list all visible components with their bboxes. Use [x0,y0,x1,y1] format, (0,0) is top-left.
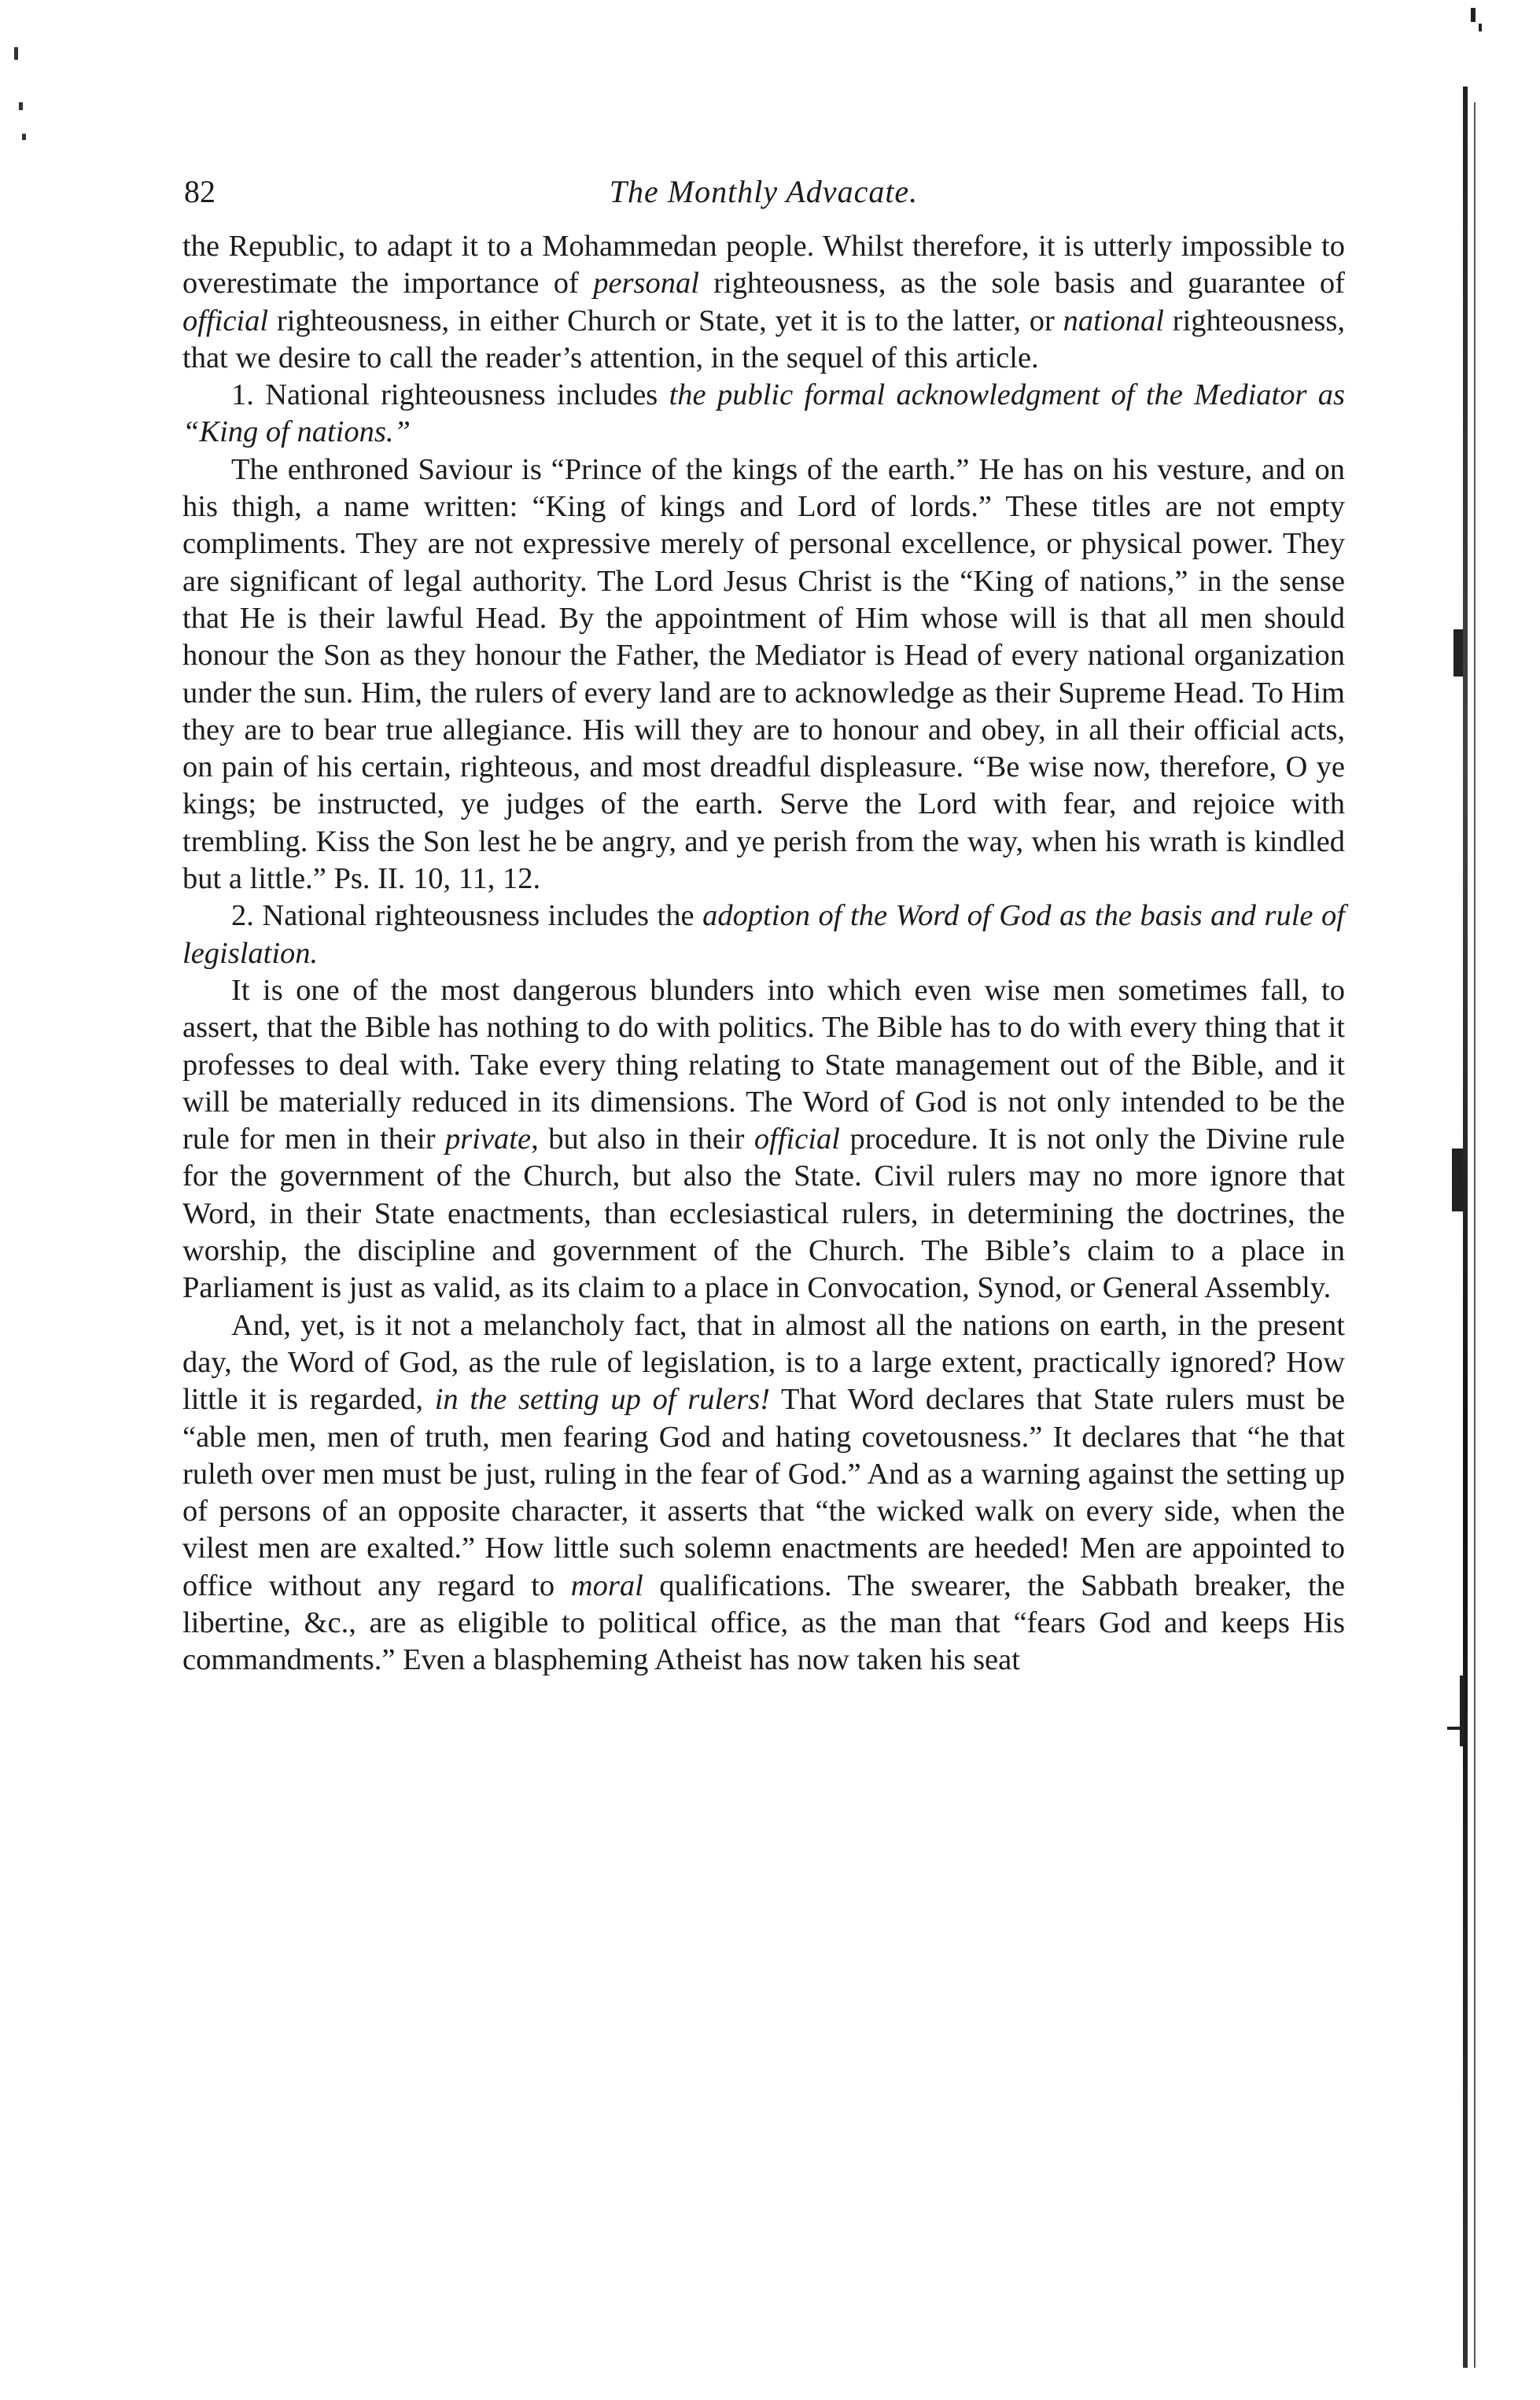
running-head [182,173,1345,220]
binding-edge [1463,87,1468,2368]
scan-speck [1447,1727,1464,1730]
italic-text: the public formal acknowledgment of the Mediator as “King of nations.” [182,378,1345,449]
text-run: 2. National righteousness includes the [231,899,703,933]
italic-text: official [182,304,269,337]
scan-speck [1453,629,1463,676]
text-run: And, yet, is it not a melancholy fact, that in almost all the nations on earth, in the present day, the Word of God, as the rule of legislation, is to a large extent, practically ignored? How little it is regarded, [182,1308,1345,1417]
document-page [182,173,1345,1679]
scan-speck [22,134,26,140]
section-heading [182,377,1345,452]
journal-title: The Monthly Advacate. [609,174,919,209]
scan-speck [1471,8,1476,22]
paragraph [182,972,1345,1307]
italic-text: in the setting up of rulers! [434,1383,771,1417]
italic-text: personal [593,267,699,300]
paragraph [182,1307,1345,1679]
binding-edge-line [1474,102,1476,2368]
scan-speck [14,47,18,60]
text-run: righteousness, that we desire to call the reader’s attention, in the sequel of this article. [182,304,1345,374]
text-run: It is one of the most dangerous blunders into which even wise men sometimes fall, to assert, that the Bible has nothing to do with politics. The Bible has to do with every thing that it professes to deal with. Take every thing relating to State management out of the Bible, and it will be materially reduced in its dimensions. The Word of God is not only intended to be the rule for men in their [182,973,1345,1156]
text-run: righteousness, as the sole basis and guarantee of [698,267,1345,300]
section-heading [182,898,1345,972]
paragraph [182,452,1345,898]
text-run: procedure. It is not only the Divine rule for the government of the Church, but also the State. Civil rulers may no more ignore that Word, in their State enactments, than ecclesiastical rulers, in determining the doctrines, the worship, the discipline and government of the Church. The Bible’s claim to a place in Parliament is just as valid, as its claim to a place in Convocation, Synod, or General Assembly. [182,1123,1346,1305]
italic-text: private [445,1123,532,1156]
paragraph [182,228,1345,377]
scan-speck [19,102,23,110]
scan-speck [1452,1148,1463,1211]
italic-text: national [1063,304,1164,337]
text-run: The enthroned Saviour is “Prince of the kings of the earth.” He has on his vesture, and on his thigh, a name written: “King of kings and Lord of lords.” These titles are not empty compliments. They are not expressive merely of personal excellence, or physical power. They are significant of legal authority. The Lord Jesus Christ is the “King of nations,” in the sense that He is their lawful Head. By the appointment of Him whose will is that all men should honour the Son as they honour the Father, the Mediator is Head of every national organization under the sun. Him, the rulers of every land are to acknowledge as their Supreme Head. To Him they are to bear true allegiance. His will they are to honour and obey, in all their official acts, on pain of his certain, righteous, and most dreadful displeasure. “Be wise now, therefore, O ye kings; be instructed, ye judges of the earth. Serve the Lord with fear, and rejoice with trembling. Kiss the Son lest he be angry, and ye perish from the way, when his wrath is kindled but a little.” Ps. II. 10, 11, 12. [182,452,1345,896]
page-number: 82 [184,174,216,209]
text-run: 1. National righteousness includes [231,378,669,412]
article-body [182,228,1345,1679]
italic-text: adoption of the Word of God as the basis and rule of legislation. [182,899,1345,970]
text-run: the Republic, to adapt it to a Mohammedan people. Whilst therefore, it is utterly impossible to overestimate the importance of [182,230,1345,300]
text-run: That Word declares that State rulers must be “able men, men of truth, men fearing God and hating covetousness.” It declares that “he that ruleth over men must be just, ruling in the fear of God.” And as a warning against the setting up of persons of an opposite character, it asserts that “the wicked walk on every side, when the vilest men are exalted.” How little such solemn enactments are heeded! Men are appointed to office without any regard to [182,1383,1345,1602]
text-run: qualifications. The swearer, the Sabbath breaker, the libertine, &c., are as eligible to political office, as the man that “fears God and keeps His commandments.” Even a blaspheming Atheist has now taken his seat [182,1569,1345,1677]
italic-text: official [753,1123,840,1156]
italic-text: moral [570,1569,643,1602]
text-run: , but also in their [531,1123,754,1156]
scan-speck [1460,1676,1464,1746]
scan-speck [1479,24,1482,31]
text-run: righteousness, in either Church or State, yet it is to the latter, or [268,304,1063,337]
